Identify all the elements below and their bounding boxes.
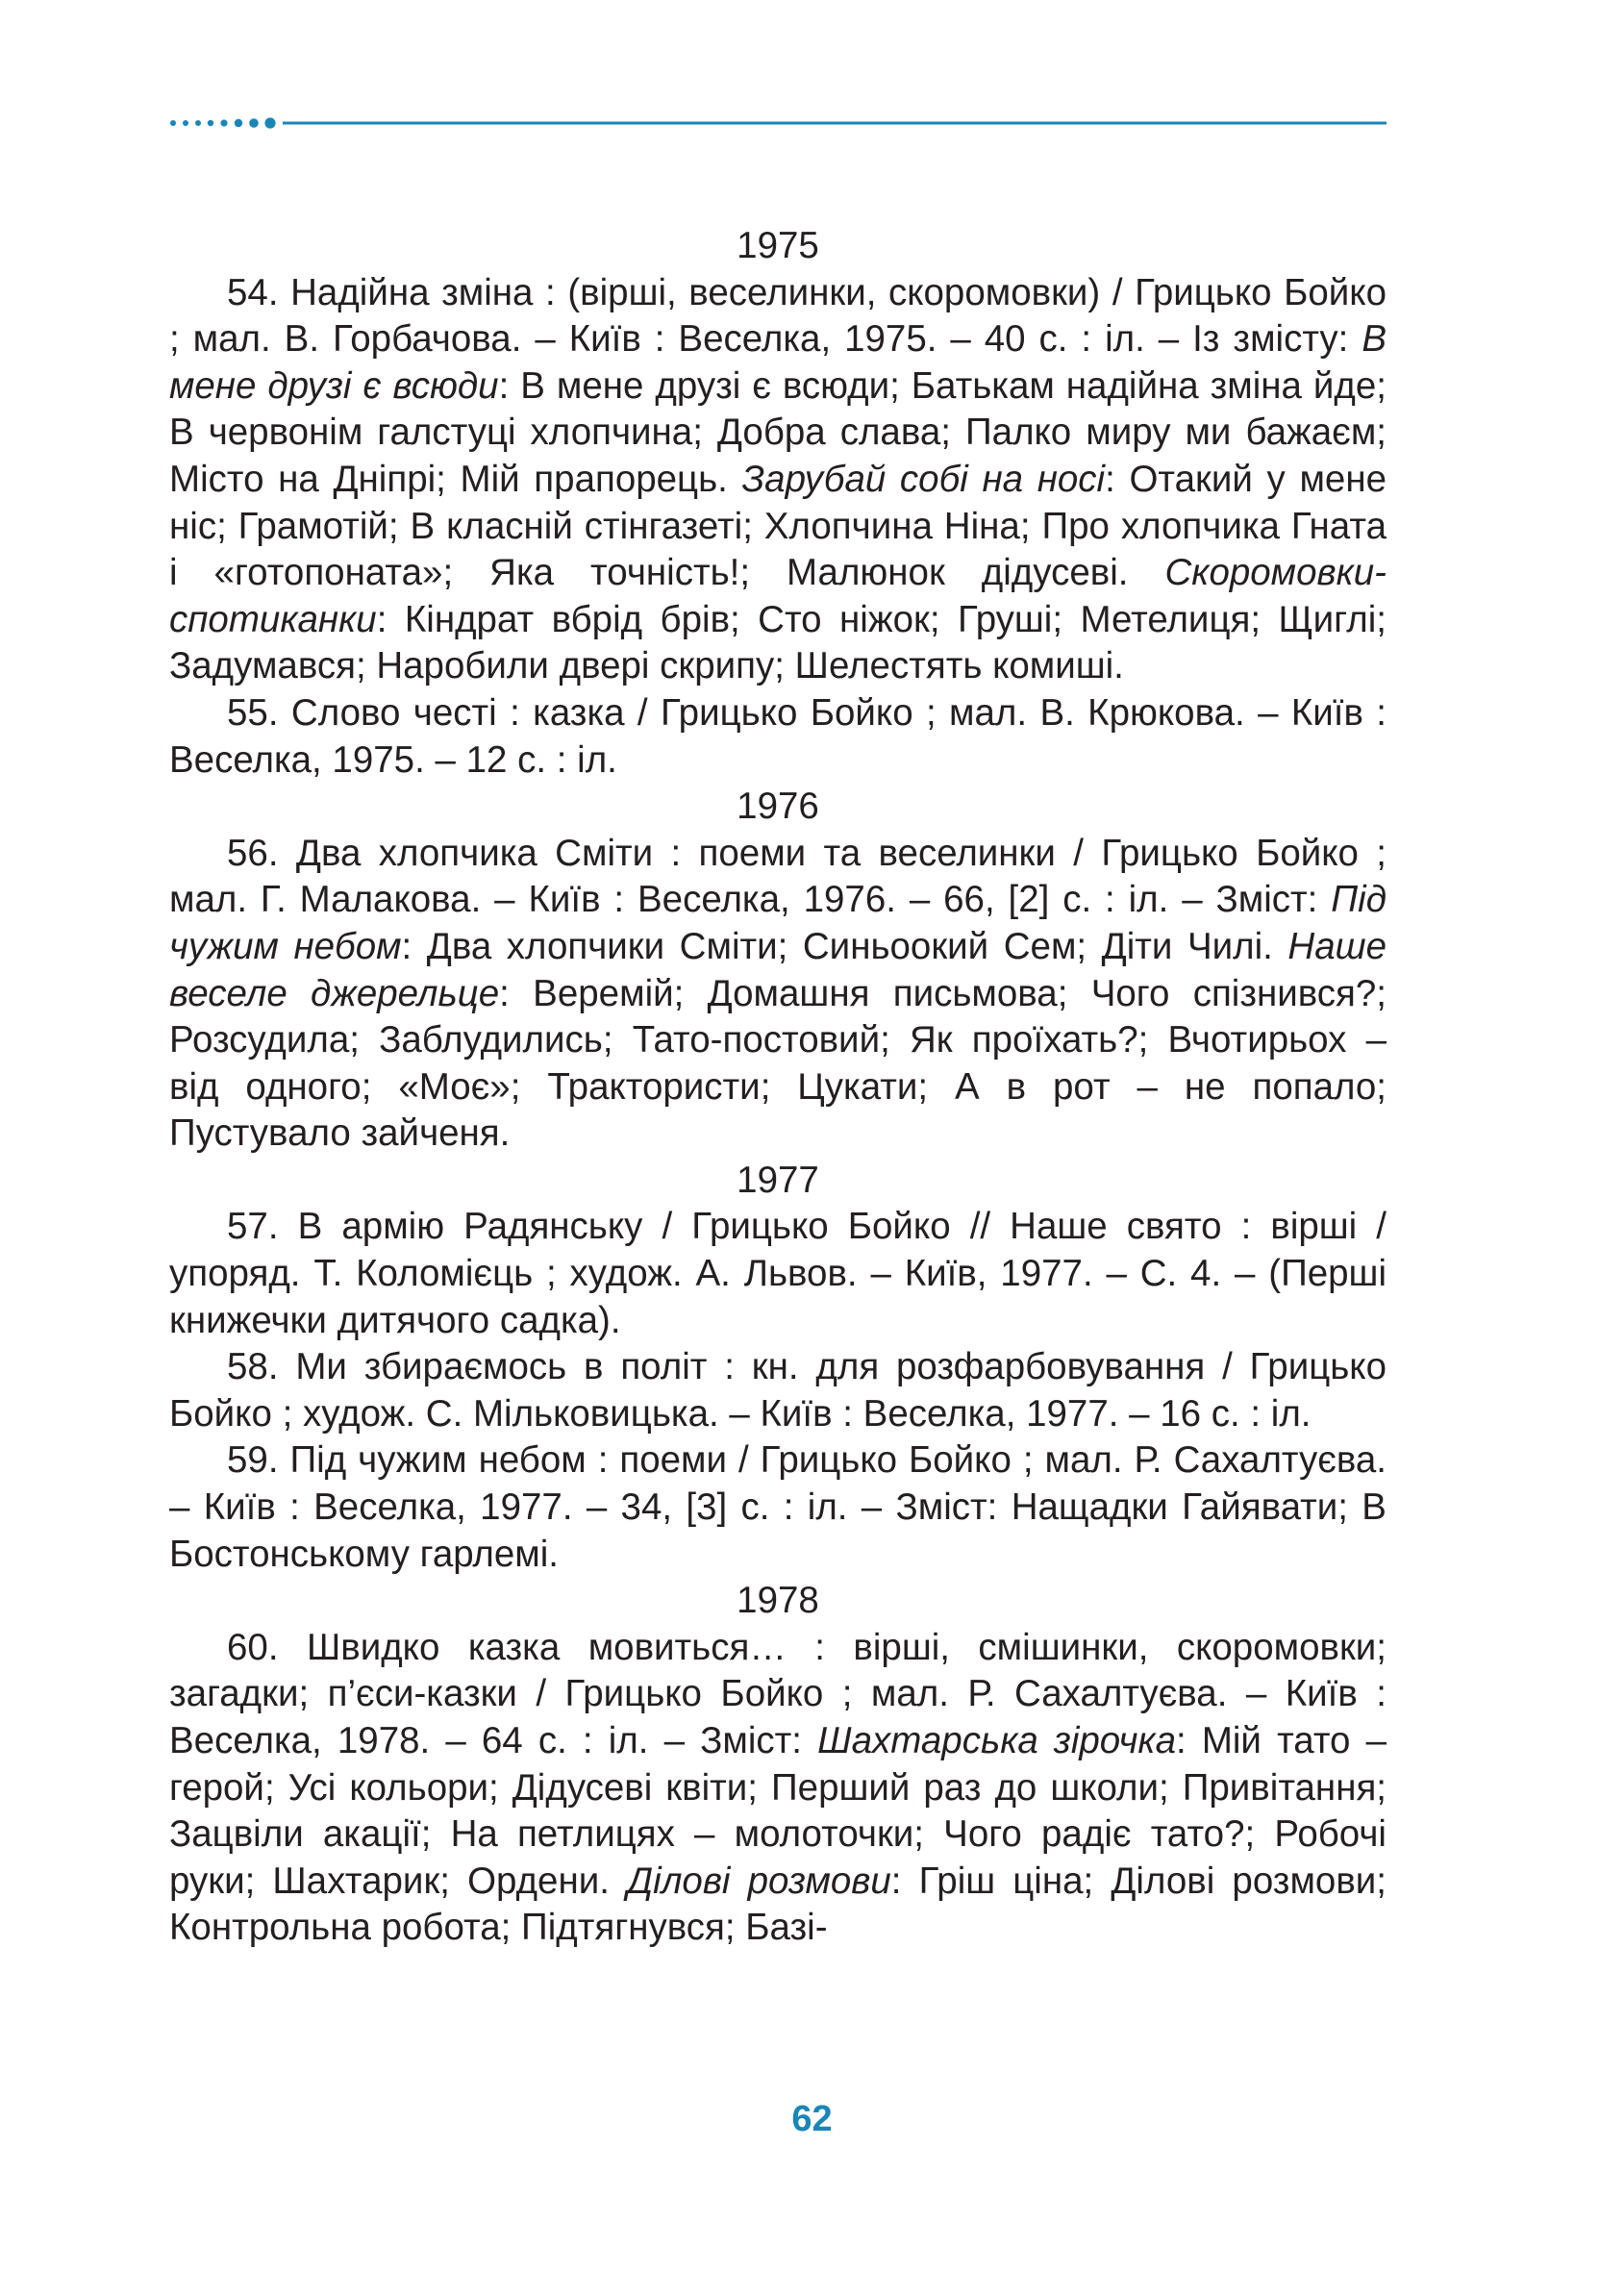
entry-text: : Отакий у мене ніс; Грамотій; В класній стінгазеті; Хлопчина Ніна; Про хлопчика Гната і «готопоната»; Яка точність!; Малюнок дідусеві.	[169, 458, 1387, 594]
entry-text: : Два хлопчики Сміти; Синьоокий Сем; Діти Чилі.	[401, 925, 1288, 967]
bibliography-entry	[169, 270, 1387, 690]
entry-text: : Веремій; Домашня письмова; Чого спізнився?; Розсудила; Заблудились; Тато-постовий; Як проїхать?; Вчотирьох – від одного; «Моє»; Трактористи; Цукати; А в рот – не попало; Пустувало зайченя.	[169, 972, 1387, 1155]
bibliography-entry	[169, 831, 1387, 1158]
entry-text: : Мій тато – герой; Усі кольори; Дідусеві квіти; Перший раз до школи; Привітання; Зацвіли акації; На петлицях – молоточки; Чого радіє тато?; Робочі руки; Шахтарик; Ордени.	[169, 1720, 1387, 1902]
entry-section-title: Скоромовки-спотиканки	[169, 552, 1387, 640]
entry-section-title: Шахтарська зірочка	[817, 1720, 1176, 1761]
bibliography-entry	[169, 1204, 1387, 1344]
entry-text: : Гріш ціна; Ділові розмови; Контрольна робота; Підтягнувся; Базі-	[169, 1860, 1387, 1949]
entry-text: 56. Два хлопчика Сміти : поеми та веселинки / Грицько Бойко ; мал. Г. Малакова. – Київ : Веселка, 1976. – 66, [2] с. : іл. – Зміст:	[169, 832, 1387, 921]
year-heading: 1976	[737, 786, 819, 828]
year-heading: 1978	[737, 1580, 819, 1622]
entry-text: 60. Швидко казка мовиться… : вірші, смішинки, скоромовки; загадки; п’єси-казки / Грицько Бойко ; мал. Р. Сахалтуєва. – Київ : Веселка, 1978. – 64 с. : іл. – Зміст:	[169, 1626, 1387, 1761]
year-heading: 1977	[737, 1159, 819, 1201]
entry-text: : В мене друзі є всюди; Батькам надійна зміна йде; В червонім галстуці хлопчина; Добра слава; Палко миру ми бажаєм; Місто на Дніпрі; Мій прапорець.	[169, 364, 1387, 500]
entry-text: 54. Надійна зміна : (вірші, веселинки, скоромовки) / Грицько Бойко ; мал. В. Горбачова. – Київ : Веселка, 1975. – 40 с. : іл. – Із змісту:	[169, 271, 1387, 361]
entry-section-title: В мене друзі є всюди	[169, 318, 1387, 407]
page-number: 62	[791, 2099, 833, 2139]
entry-section-title: Наше веселе джерельце	[169, 925, 1387, 1014]
bibliography-entry	[169, 1625, 1387, 1952]
bibliography-entry	[169, 1344, 1387, 1437]
header-decorative-rule	[169, 113, 1387, 133]
bibliography-body	[169, 223, 1387, 1952]
entry-section-title: Під чужим небом	[169, 879, 1387, 967]
entry-text: 59. Під чужим небом : поеми / Грицько Бойко ; мал. Р. Сахалтуєва. – Київ : Веселка, 1977. – 34, [3] с. : іл. – Зміст: Нащадки Гайявати; В Бостонському гарлемі.	[169, 1439, 1387, 1575]
header-dots	[170, 117, 276, 128]
bibliography-entry	[169, 1437, 1387, 1578]
bibliography-entry	[169, 690, 1387, 784]
entry-text: 57. В армію Радянську / Грицько Бойко // Наше свято : вірші / упоряд. Т. Коломієць ; худож. А. Львов. – Київ, 1977. – С. 4. – (Перші книжечки дитячого садка).	[169, 1206, 1387, 1341]
year-heading: 1975	[737, 225, 819, 266]
entry-section-title: Ділові розмови	[627, 1860, 891, 1902]
entry-text: 55. Слово честі : казка / Грицько Бойко ; мал. В. Крюкова. – Київ : Веселка, 1975. – 12 с. : іл.	[169, 691, 1387, 781]
entry-text: : Кіндрат вбрід брів; Сто ніжок; Груші; Метелиця; Щиглі; Задумався; Наробили двері скрипу; Шелестять комиші.	[169, 598, 1387, 687]
entry-section-title: Зарубай собі на носі	[741, 458, 1106, 500]
entry-text: 58. Ми збираємось в політ : кн. для розфарбовування / Грицько Бойко ; худож. С. Мільковицька. – Київ : Веселка, 1977. – 16 с. : іл.	[169, 1346, 1387, 1435]
